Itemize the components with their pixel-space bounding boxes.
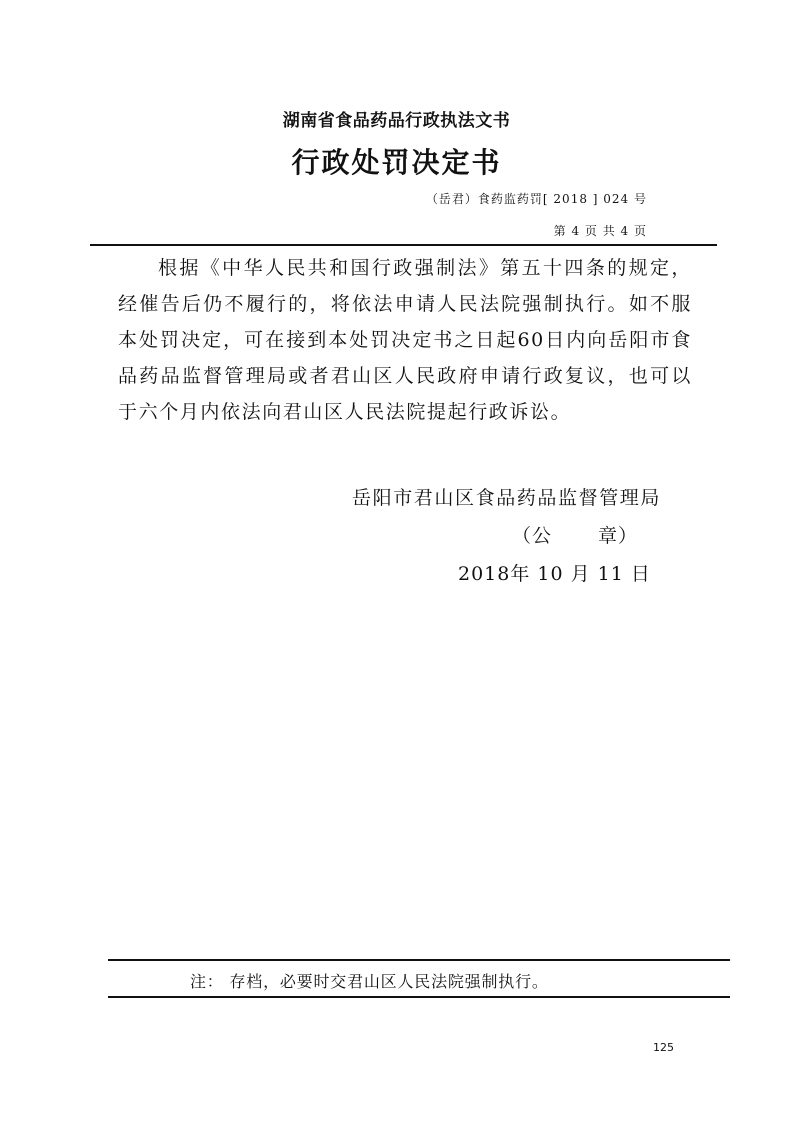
seal-left-label: （公 — [512, 525, 553, 547]
document-title: 行政处罚决定书 — [291, 146, 502, 179]
document-organization: 湖南省食品药品行政执法文书 — [282, 111, 511, 131]
seal-right-label: 章） — [598, 525, 639, 547]
archive-note: 注： 存档，必要时交君山区人民法院强制执行。 — [190, 972, 549, 991]
page-info: 第 4 页 共 4 页 — [553, 224, 647, 238]
page-number: 125 — [653, 1041, 674, 1054]
note-top-divider — [108, 959, 730, 961]
body-paragraph: 根据《中华人民共和国行政强制法》第五十四条的规定，经催告后仍不履行的，将依法申请人民法院强制执行。如不服本处罚决定，可在接到本处罚决定书之日起60日内向岳阳市食品药品监督管理局或者君山区人民政府申请行政复议，也可以于六个月内依法向君山区人民法院提起行政诉讼。 — [118, 257, 692, 423]
signing-organization: 岳阳市君山区食品药品监督管理局 — [352, 487, 662, 509]
note-bottom-divider — [108, 996, 730, 998]
header-divider — [90, 244, 717, 246]
seal-placeholder — [512, 521, 638, 548]
document-date: 2018年 10 月 11 日 — [458, 563, 651, 585]
document-number: （岳君）食药监药罚[ 2018 ] 024 号 — [425, 192, 647, 206]
